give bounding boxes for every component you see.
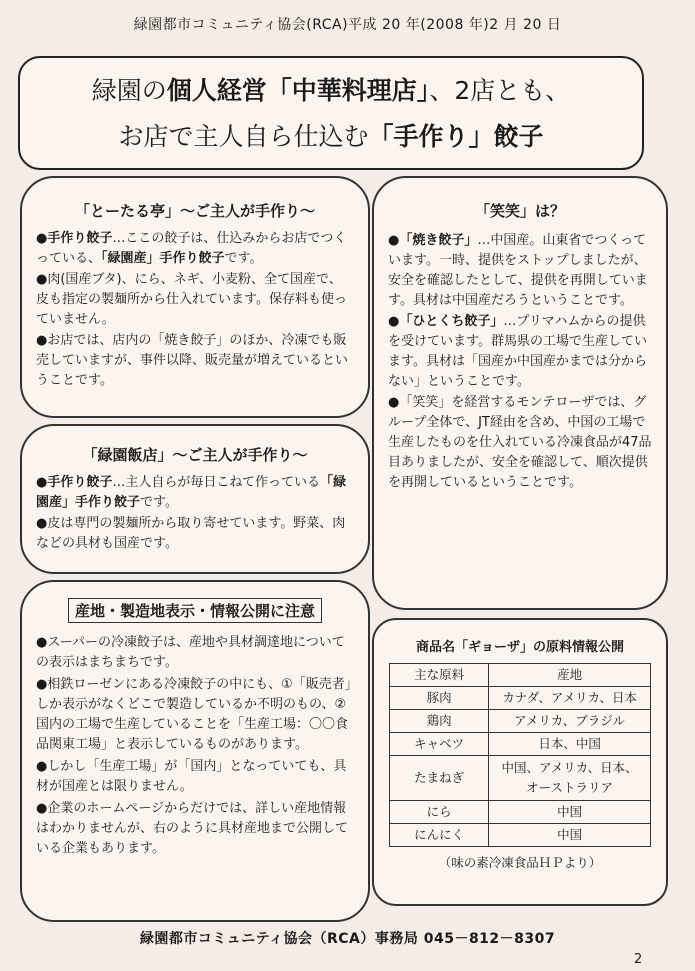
- page-header: 緑園都市コミュニティ協会(RCA)平成 20 年(2008 年)2 月 20 日: [133, 17, 562, 33]
- origin-bullet-2: ●相鉄ローゼンにある冷凍餃子の中にも、①「販売者」しか表示がなくどこで製造しているか不明のもの、②国内の工場で生産していることを「生産工場：〇〇食品関東工場」と表示しているものがあります。: [36, 677, 352, 752]
- table-source-note: （味の素冷凍食品ＨＰより）: [438, 855, 602, 870]
- table-cell: カナダ、アメリカ、日本: [489, 687, 651, 710]
- table-header-row: [390, 664, 651, 687]
- shosho-bullet-3: ●「笑笑」を経営するモンテローザでは、グループ全体で、JT経由を含め、中国の工場で生産したものを仕入れている冷凍食品が47品目ありましたが、安全を確認して、順次提供を再開しているということです。: [388, 395, 652, 490]
- ryokuen-heading: 「緑園飯店」～ご主人が手作り～: [82, 446, 308, 464]
- ingredient-table: [389, 663, 651, 847]
- shosho-heading: 「笑笑」は？: [474, 202, 565, 220]
- shosho-section: [372, 176, 668, 610]
- table-row: [390, 733, 651, 756]
- table-cell: 鶏肉: [390, 710, 489, 733]
- totaru-heading: 「とーたる亭」～ご主人が手作り～: [74, 202, 315, 220]
- table-header-cell: 産地: [489, 664, 651, 687]
- table-cell: 中国: [489, 824, 651, 847]
- totaru-section: [20, 176, 370, 418]
- shosho-bullet-1: ●「焼き餃子」…中国産。山東省でつくっています。一時、提供をストップしましたが、安全を確認したとして、提供を再開しています。具材は中国産だろうということです。: [388, 233, 648, 308]
- ryokuen-section: [20, 424, 370, 574]
- table-cell: 中国、アメリカ、日本、オーストラリア: [489, 756, 651, 801]
- headline-line-1: 緑園の個人経営「中華料理店」、2店とも、: [91, 76, 571, 105]
- ryokuen-bullet-1: ●手作り餃子…主人自らが毎日こねて作っている「緑園産」手作り餃子です。: [36, 475, 347, 510]
- totaru-bullet-3: ●お店では、店内の「焼き餃子」のほか、冷凍でも販売していますが、事件以降、販売量が増えているということです。: [36, 333, 349, 388]
- origin-bullet-3: ●しかし「生産工場」が「国内」となっていても、具材が国産とは限りません。: [36, 759, 347, 794]
- table-row: [390, 756, 651, 801]
- table-row: [390, 824, 651, 847]
- ingredient-info-box: [372, 618, 668, 906]
- headline-box: [18, 56, 644, 170]
- ingredient-table-caption: 商品名「ギョーザ」の原料情報公開: [415, 640, 624, 655]
- ryokuen-bullet-2: ●皮は専門の製麺所から取り寄せています。野菜、肉などの具材も国産です。: [36, 516, 346, 551]
- page-footer: 緑園都市コミュニティ協会（RCA）事務局 045－812－8307: [139, 931, 556, 947]
- table-row: [390, 710, 651, 733]
- origin-bullet-4: ●企業のホームページからだけでは、詳しい産地情報はわかりませんが、右のように具材産地まで公開している企業もあります。: [36, 801, 349, 856]
- table-cell: 日本、中国: [489, 733, 651, 756]
- table-cell: たまねぎ: [390, 756, 489, 801]
- origin-heading: 産地・製造地表示・情報公開に注意: [68, 598, 322, 623]
- table-header-cell: 主な原料: [390, 664, 489, 687]
- table-cell: にんにく: [390, 824, 489, 847]
- origin-notice-section: [20, 580, 370, 922]
- table-row: [390, 687, 651, 710]
- table-cell: 中国: [489, 801, 651, 824]
- table-cell: キャベツ: [390, 733, 489, 756]
- table-cell: にら: [390, 801, 489, 824]
- table-row: [390, 801, 651, 824]
- totaru-bullet-1: ●手作り餃子…ここの餃子は、仕込みからお店でつくっている、「緑園産」手作り餃子です。: [36, 231, 347, 266]
- origin-bullet-1: ●スーパーの冷凍餃子は、産地や具材調達地についての表示はまちまちです。: [36, 635, 345, 670]
- table-cell: 豚肉: [390, 687, 489, 710]
- totaru-bullet-2: ●肉(国産ブタ)、にら、ネギ、小麦粉、全て国産で、皮も指定の製麺所から仕入れています。保存料も使っていません。: [36, 272, 347, 327]
- page-number: 2: [634, 952, 643, 967]
- headline-line-2: お店で主人自ら仕込む「手作り」餃子: [118, 122, 544, 151]
- origin-heading-wrap: [36, 598, 354, 623]
- table-cell: アメリカ、ブラジル: [489, 710, 651, 733]
- shosho-bullet-2: ●「ひとくち餃子」…プリマハムからの提供を受けています。群馬県の工場で生産しています。具材は「国産か中国産かまでは分からない」ということです。: [388, 314, 647, 389]
